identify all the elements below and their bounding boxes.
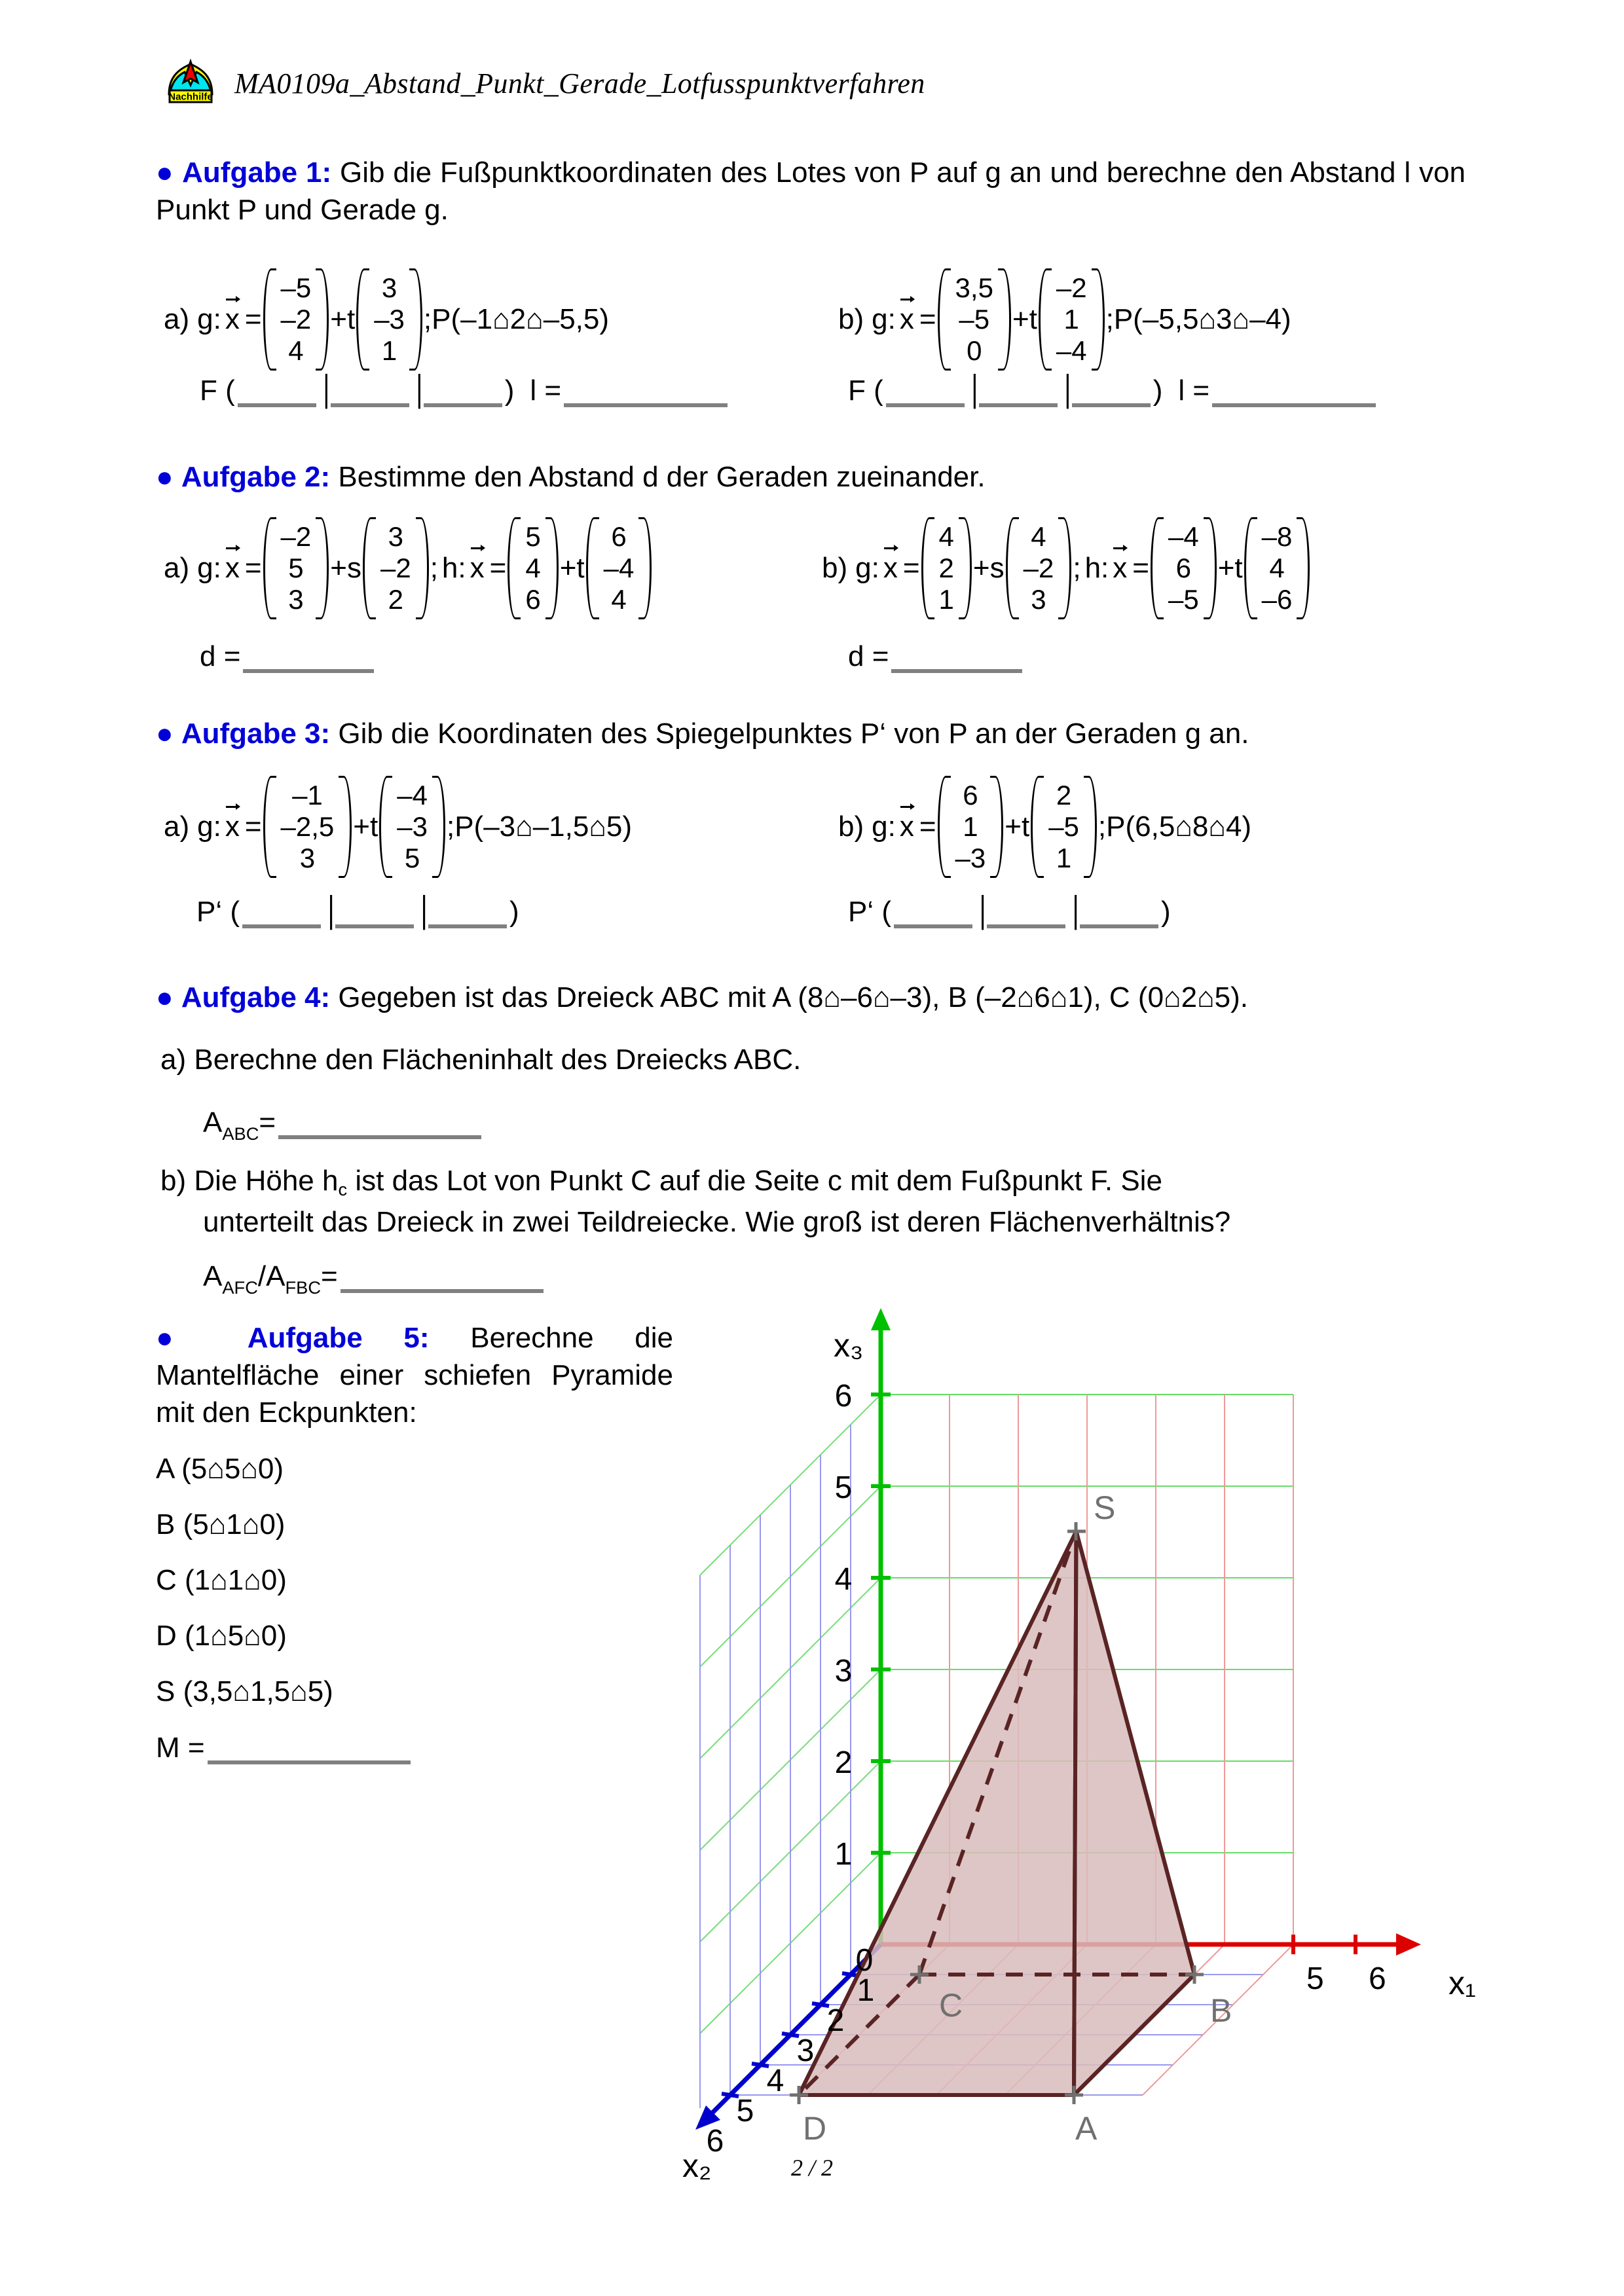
vector-component: –5 — [959, 303, 990, 335]
aufgabe-3a-equation — [164, 776, 632, 878]
vector-x: x — [225, 551, 240, 584]
vector-component: 3,5 — [955, 272, 993, 303]
aufgabe-3-text: Gib die Koordinaten des Spiegelpunktes P‘ von P an der Geraden g an. — [338, 718, 1249, 750]
page-footer: 2 / 2 — [790, 2155, 833, 2181]
tick-x3-5: 5 — [834, 1470, 853, 1505]
vector-component: 6 — [525, 583, 541, 615]
tick-x2-2: 2 — [826, 2003, 845, 2038]
area-symbol-fbc: A — [266, 1260, 286, 1292]
aufgabe-5-label: Aufgabe 5: — [247, 1322, 430, 1354]
point-p-3a: P(–3⌂–1,5⌂5) — [454, 810, 633, 843]
aufgabe-2a-answer-row — [200, 640, 377, 673]
line-name-g: g — [197, 551, 213, 584]
aufgabe-5-answer-row — [156, 1732, 413, 1764]
paren-left — [263, 517, 276, 619]
vector-x: x — [225, 810, 240, 843]
paren-left — [1244, 517, 1257, 619]
answer-blank-l[interactable] — [1212, 381, 1376, 407]
support-vector-1a — [263, 268, 329, 371]
separator: │ — [416, 896, 435, 928]
vector-component: –2,5 — [280, 811, 335, 842]
vector-component: 3 — [1031, 583, 1046, 615]
support-vector-g-2b — [921, 517, 972, 619]
answer-label-d: d = — [848, 640, 889, 672]
vector-component: –4 — [1056, 335, 1087, 366]
colon: : — [213, 302, 221, 335]
support-vector-1b — [938, 268, 1011, 371]
direction-vector-1a — [356, 268, 422, 371]
area-symbol-afc: A — [203, 1260, 223, 1292]
tick-x2-3: 3 — [796, 2033, 815, 2068]
vector-x: x — [883, 551, 898, 584]
equals: = — [919, 302, 936, 335]
equals: = — [919, 810, 936, 843]
aufgabe-1a-equation — [164, 268, 609, 371]
aufgabe-4b-answer-row — [203, 1260, 546, 1298]
vector-x: x — [899, 810, 914, 843]
aufgabe-2b-equation — [822, 517, 1311, 619]
vector-component: –5 — [1168, 583, 1199, 615]
answer-blank-m[interactable] — [208, 1738, 411, 1764]
paren-left — [1151, 517, 1164, 619]
answer-label-f: F ( — [200, 374, 235, 407]
vector-component: 2 — [938, 552, 954, 583]
line-name-g: g — [872, 302, 888, 335]
paren-left — [263, 268, 276, 371]
point-p-3b: P(6,5⌂8⌂4) — [1106, 810, 1252, 843]
equals: = — [244, 302, 262, 335]
tick-origin: 0 — [855, 1943, 874, 1978]
paren-left — [1031, 776, 1044, 878]
vector-component: 2 — [388, 583, 403, 615]
aufgabe-2-text: Bestimme den Abstand d der Geraden zueinander. — [338, 461, 986, 493]
answer-blank-x2[interactable] — [987, 902, 1065, 928]
document-header — [164, 58, 925, 109]
aufgabe-5-point-c: C (1⌂1⌂0) — [156, 1564, 287, 1596]
pyramid-face-ABS — [1074, 1531, 1194, 2095]
vector-component: 1 — [381, 335, 397, 366]
axis-label-x1: x₁ — [1449, 1965, 1476, 2001]
colon: : — [887, 302, 896, 335]
answer-blank-x2[interactable] — [979, 381, 1058, 407]
direction-vector-g-2a — [363, 517, 429, 619]
answer-blank-x3[interactable] — [428, 902, 507, 928]
vector-component: –4 — [397, 780, 428, 811]
vector-component: 3 — [381, 272, 397, 303]
aufgabe-4-heading — [156, 979, 1498, 1016]
aufgabe-2a-key: a) — [164, 551, 190, 584]
support-vector-3a — [263, 776, 352, 878]
aufgabe-3-label: Aufgabe 3: — [181, 718, 331, 750]
paren-left — [1006, 517, 1019, 619]
paren-left — [356, 268, 369, 371]
colon: : — [1101, 551, 1109, 584]
aufgabe-4b-pre: b) Die Höhe h — [160, 1165, 339, 1197]
answer-label-d: d = — [200, 640, 241, 672]
vector-component: 2 — [1056, 780, 1072, 811]
answer-blank-l[interactable] — [564, 381, 728, 407]
line-name-g: g — [872, 810, 888, 843]
paren-left — [363, 517, 376, 619]
plus: + — [330, 302, 347, 335]
answer-label-m: M = — [156, 1732, 205, 1764]
area-subscript-afc: AFC — [222, 1277, 258, 1298]
vertex-label-A: A — [1075, 2110, 1098, 2147]
semicolon: ; — [423, 302, 432, 335]
vector-component: –8 — [1261, 521, 1293, 552]
answer-blank-x1[interactable] — [886, 381, 965, 407]
aufgabe-3a-answer-row — [196, 896, 519, 928]
tick-x3-1: 1 — [834, 1837, 853, 1872]
paren-right — [316, 268, 329, 371]
equals: = — [321, 1260, 338, 1292]
paren-right — [638, 517, 652, 619]
paren-right — [990, 776, 1003, 878]
vector-component: –4 — [1168, 521, 1199, 552]
paren-right — [1204, 517, 1217, 619]
direction-vector-h-2b — [1244, 517, 1310, 619]
answer-blank-x2[interactable] — [335, 902, 414, 928]
paren-right — [545, 517, 559, 619]
separator: │ — [1060, 374, 1079, 407]
separator: │ — [323, 896, 342, 928]
vector-component: 6 — [1175, 552, 1192, 583]
aufgabe-3a-key: a) — [164, 810, 190, 843]
plus: + — [1217, 551, 1235, 584]
equals: = — [489, 551, 507, 584]
vector-x: x — [899, 302, 914, 335]
paren-right — [339, 776, 352, 878]
paren-right — [1297, 517, 1310, 619]
bullet-icon: ● — [156, 156, 174, 189]
vertex-label-D: D — [803, 2110, 827, 2147]
paren-left — [921, 517, 934, 619]
aufgabe-2b-answer-row — [848, 640, 1025, 673]
answer-label-l: l = — [530, 374, 562, 407]
semicolon: ; — [1105, 302, 1114, 335]
answer-blank-x1[interactable] — [894, 902, 972, 928]
direction-vector-g-2b — [1006, 517, 1072, 619]
aufgabe-4b-post: ist das Lot von Punkt C auf die Seite c mit dem Fußpunkt F. Sie — [347, 1165, 1162, 1197]
aufgabe-2b-key: b) — [822, 551, 848, 584]
aufgabe-1-label: Aufgabe 1: — [182, 156, 332, 189]
vector-x: x — [225, 302, 240, 335]
parameter-t: t — [576, 551, 585, 584]
paren-right — [1092, 268, 1105, 371]
paren-left — [938, 268, 951, 371]
tick-x3-4: 4 — [834, 1562, 853, 1597]
answer-blank-x1[interactable] — [238, 381, 316, 407]
bullet-icon: ● — [156, 718, 174, 750]
aufgabe-3b-answer-row — [848, 896, 1171, 928]
paren-left — [507, 517, 521, 619]
area-symbol: A — [203, 1106, 223, 1139]
vector-component: –3 — [374, 303, 405, 335]
bullet-icon: ● — [156, 1322, 207, 1354]
vector-component: 1 — [1063, 303, 1079, 335]
vector-component: 4 — [288, 335, 304, 366]
vector-component: –2 — [1056, 272, 1087, 303]
plus: + — [559, 551, 577, 584]
paren-right — [998, 268, 1011, 371]
vector-component: 3 — [299, 842, 316, 873]
line-name-g: g — [855, 551, 872, 584]
paren-right — [316, 517, 329, 619]
colon: : — [887, 810, 896, 843]
parameter-t: t — [1234, 551, 1243, 584]
answer-label-pprime: P‘ ( — [196, 896, 240, 928]
equals: = — [259, 1106, 276, 1139]
axis-x3 — [871, 1308, 891, 1944]
vector-component: 4 — [1269, 552, 1285, 583]
colon: : — [871, 551, 879, 584]
vector-component: 5 — [288, 552, 304, 583]
vector-x: x — [470, 551, 485, 584]
aufgabe-5-point-a: A (5⌂5⌂0) — [156, 1453, 284, 1485]
support-vector-g-2a — [263, 517, 329, 619]
vertex-label-B: B — [1210, 1992, 1232, 2029]
document-title: MA0109a_Abstand_Punkt_Gerade_Lotfusspunktverfahren — [234, 67, 925, 100]
tick-x2-5: 5 — [736, 2094, 754, 2128]
aufgabe-5-point-s: S (3,5⌂1,5⌂5) — [156, 1675, 333, 1707]
answer-blank-area-abc[interactable] — [278, 1113, 481, 1139]
aufgabe-2a-equation — [164, 517, 653, 619]
separator: │ — [411, 374, 430, 407]
aufgabe-3b-key: b) — [838, 810, 864, 843]
aufgabe-1-text: Gib die Fußpunktkoordinaten des Lotes von P auf g an und berechne den Abstand l von Punkt P und Gerade g. — [156, 156, 1466, 227]
semicolon: ; — [430, 551, 438, 584]
vector-component: 4 — [611, 583, 627, 615]
vector-component: 0 — [967, 335, 982, 366]
vector-component: 1 — [1056, 842, 1072, 873]
vector-component: –2 — [280, 303, 312, 335]
semicolon: ; — [446, 810, 455, 843]
vector-component: 1 — [938, 583, 954, 615]
separator: │ — [1068, 896, 1086, 928]
aufgabe-5-point-b: B (5⌂1⌂0) — [156, 1508, 286, 1540]
parameter-s: s — [989, 551, 1005, 584]
vector-component: 3 — [288, 583, 304, 615]
paren-right — [416, 517, 429, 619]
aufgabe-4a-answer-row — [203, 1106, 484, 1144]
aufgabe-3-heading — [156, 715, 1498, 752]
tick-x3-3: 3 — [834, 1654, 853, 1688]
paren-left — [263, 776, 276, 878]
parameter-t: t — [1021, 810, 1030, 843]
paren-left — [586, 517, 599, 619]
plus: + — [972, 551, 990, 584]
vector-component: –5 — [1048, 811, 1079, 842]
aufgabe-1a-answer-row — [200, 374, 730, 407]
axis-label-x3: x₃ — [834, 1327, 864, 1364]
paren-right — [1058, 517, 1071, 619]
paren-right — [1084, 776, 1097, 878]
direction-vector-1b — [1039, 268, 1105, 371]
aufgabe-3b-equation — [838, 776, 1251, 878]
semicolon: ; — [1098, 810, 1107, 843]
vector-component: –6 — [1261, 583, 1293, 615]
line-name-g: g — [197, 810, 213, 843]
parameter-t: t — [1029, 302, 1037, 335]
answer-blank-x1[interactable] — [242, 902, 321, 928]
aufgabe-4-label: Aufgabe 4: — [181, 981, 331, 1013]
aufgabe-1-heading — [156, 154, 1466, 228]
vector-component: –3 — [397, 811, 428, 842]
tick-x1-5: 5 — [1306, 1961, 1324, 1996]
paren-close: ) — [509, 896, 519, 928]
paren-right — [959, 517, 972, 619]
parameter-t: t — [370, 810, 378, 843]
vector-component: –4 — [603, 552, 635, 583]
nachhilfe-logo-icon — [164, 58, 217, 109]
direction-vector-3b — [1031, 776, 1097, 878]
vector-x: x — [1113, 551, 1128, 584]
paren-left — [1039, 268, 1052, 371]
vertex-label-C: C — [939, 1987, 963, 2024]
line-name-h: h — [1084, 551, 1101, 584]
support-vector-h-2a — [507, 517, 558, 619]
tick-x2-4: 4 — [766, 2064, 784, 2098]
area-subscript: ABC — [222, 1123, 259, 1144]
equals: = — [902, 551, 920, 584]
tick-x2-6: 6 — [706, 2124, 724, 2159]
support-vector-h-2b — [1151, 517, 1217, 619]
direction-vector-h-2a — [586, 517, 652, 619]
aufgabe-5-heading — [156, 1319, 673, 1432]
vector-component: –2 — [1023, 552, 1054, 583]
plus: + — [1012, 302, 1029, 335]
colon: : — [213, 551, 221, 584]
vector-component: –3 — [955, 842, 986, 873]
bullet-icon: ● — [156, 981, 174, 1013]
vector-component: 6 — [611, 521, 627, 552]
point-p-1b: P(–5,5⌂3⌂–4) — [1113, 302, 1291, 335]
paren-right — [409, 268, 422, 371]
answer-label-pprime: P‘ ( — [848, 896, 891, 928]
vector-component: –1 — [292, 780, 323, 811]
vector-component: 5 — [525, 521, 541, 552]
separator: │ — [975, 896, 993, 928]
parameter-t: t — [346, 302, 356, 335]
semicolon: ; — [1073, 551, 1081, 584]
plus: + — [1005, 810, 1022, 843]
aufgabe-5-point-d: D (1⌂5⌂0) — [156, 1620, 287, 1652]
separator: │ — [967, 374, 986, 407]
axis-label-x2: x₂ — [682, 2147, 712, 2184]
equals: = — [244, 810, 262, 843]
aufgabe-4b-text-line2: unterteilt das Dreieck in zwei Teildreiecke. Wie groß ist deren Flächenverhältnis? — [203, 1206, 1231, 1238]
paren-close: ) — [1153, 374, 1163, 407]
aufgabe-2-label: Aufgabe 2: — [181, 461, 331, 493]
answer-blank-x3[interactable] — [1080, 902, 1158, 928]
paren-close: ) — [1161, 896, 1171, 928]
aufgabe-1b-answer-row — [848, 374, 1378, 407]
aufgabe-1b-key: b) — [838, 302, 864, 335]
aufgabe-1a-key: a) — [164, 302, 190, 335]
vector-component: 4 — [1031, 521, 1046, 552]
paren-left — [379, 776, 392, 878]
paren-right — [432, 776, 445, 878]
vector-component: 4 — [525, 552, 541, 583]
equals: = — [1132, 551, 1149, 584]
answer-blank-d[interactable] — [891, 647, 1022, 673]
equals: = — [244, 551, 262, 584]
vector-component: –5 — [280, 272, 312, 303]
answer-blank-area-ratio[interactable] — [341, 1267, 544, 1293]
bullet-icon: ● — [156, 461, 174, 493]
tick-x2-1: 1 — [857, 1973, 875, 2008]
colon: : — [213, 810, 221, 843]
vertex-label-S: S — [1094, 1489, 1116, 1526]
vector-component: 4 — [938, 521, 954, 552]
answer-blank-x2[interactable] — [331, 381, 409, 407]
logo-label: Nachhilfe — [168, 91, 213, 103]
slash: / — [257, 1260, 267, 1292]
separator: │ — [318, 374, 337, 407]
plus: + — [353, 810, 370, 843]
line-name-g: g — [197, 302, 213, 335]
parameter-s: s — [346, 551, 361, 584]
area-subscript-fbc: FBC — [285, 1277, 322, 1298]
vector-component: 6 — [963, 780, 978, 811]
colon: : — [458, 551, 466, 584]
aufgabe-4-text: Gegeben ist das Dreieck ABC mit A (8⌂–6⌂–3), B (–2⌂6⌂1), C (0⌂2⌂5). — [338, 981, 1249, 1013]
aufgabe-4b-text-line1 — [160, 1162, 1490, 1199]
direction-vector-3a — [379, 776, 445, 878]
vector-component: 3 — [388, 521, 403, 552]
answer-blank-x3[interactable] — [1072, 381, 1151, 407]
vector-component: 5 — [404, 842, 420, 873]
paren-close: ) — [504, 374, 515, 407]
vector-component: –2 — [280, 521, 312, 552]
support-vector-3b — [938, 776, 1004, 878]
aufgabe-1b-equation — [838, 268, 1291, 371]
height-subscript: c — [338, 1178, 348, 1199]
point-p-1a: P(–1⌂2⌂–5,5) — [432, 302, 610, 335]
aufgabe-4a-text: a) Berechne den Flächeninhalt des Dreiecks ABC. — [160, 1044, 802, 1076]
pyramid-solid — [790, 1522, 1204, 2104]
aufgabe-2-heading — [156, 458, 1466, 496]
tick-x3-2: 2 — [834, 1745, 853, 1780]
aufgabe-5-text: Berechne die Mantelfläche einer schiefen Pyramide mit den Eckpunkten: — [156, 1322, 673, 1429]
vector-component: 1 — [963, 811, 978, 842]
answer-blank-x3[interactable] — [424, 381, 502, 407]
answer-blank-d[interactable] — [243, 647, 374, 673]
answer-label-f: F ( — [848, 374, 883, 407]
vector-component: –2 — [380, 552, 411, 583]
tick-x1-6: 6 — [1369, 1961, 1386, 1996]
answer-label-l: l = — [1178, 374, 1210, 407]
tick-x3-6: 6 — [834, 1379, 853, 1413]
plus: + — [330, 551, 347, 584]
line-name-h: h — [441, 551, 458, 584]
paren-left — [938, 776, 951, 878]
